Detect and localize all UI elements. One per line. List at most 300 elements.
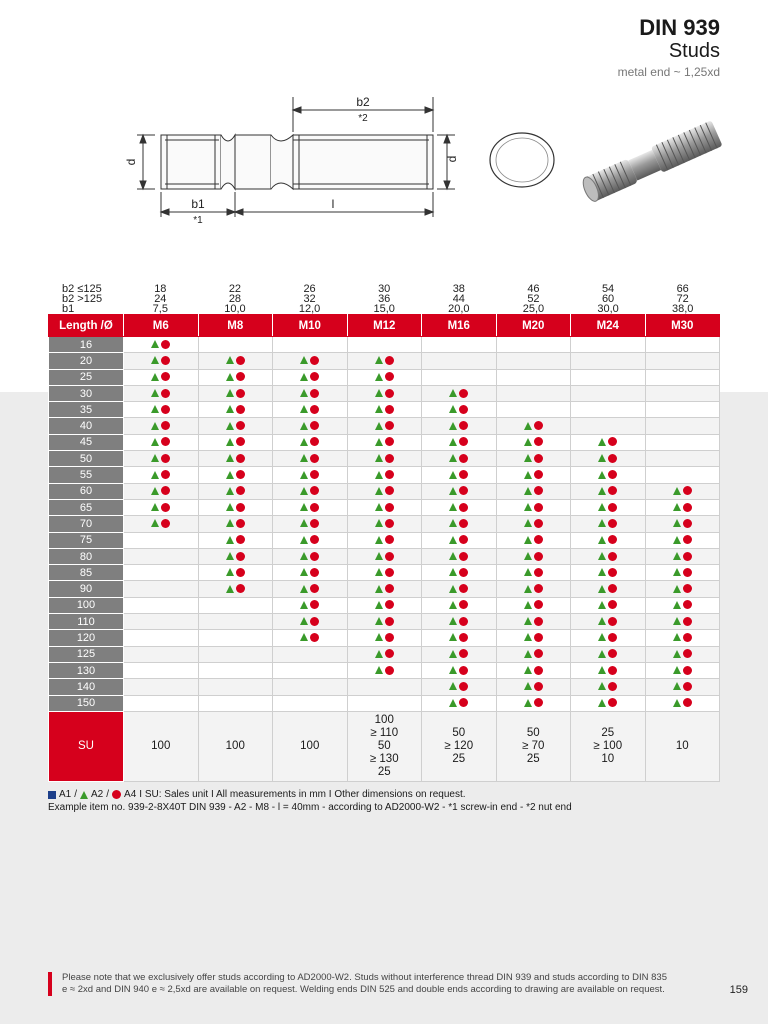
a4-dot-icon	[683, 519, 692, 528]
availability-cell	[422, 385, 497, 401]
d-label-right: d	[445, 155, 459, 163]
table-row	[49, 337, 720, 353]
availability-marker	[524, 501, 543, 513]
a2-triangle-icon	[449, 454, 457, 462]
a2-triangle-icon	[449, 405, 457, 413]
b2-label: b2	[356, 95, 370, 109]
table-row	[49, 418, 720, 434]
a4-dot-icon	[385, 584, 394, 593]
availability-marker	[673, 648, 692, 660]
a2-triangle-icon	[300, 601, 308, 609]
availability-marker	[673, 534, 692, 546]
a4-dot-icon	[385, 356, 394, 365]
availability-cell	[347, 548, 422, 564]
a2-triangle-icon	[449, 601, 457, 609]
availability-marker	[598, 599, 617, 611]
availability-cell	[198, 402, 273, 418]
a2-triangle-icon	[151, 340, 159, 348]
a4-dot-icon	[236, 486, 245, 495]
a4-dot-icon	[385, 454, 394, 463]
length-cell: 35	[49, 402, 124, 418]
a2-triangle-icon	[300, 405, 308, 413]
availability-cell	[571, 353, 646, 369]
availability-cell	[571, 499, 646, 515]
table-row	[49, 614, 720, 630]
size-header: M12	[347, 315, 422, 337]
a2-triangle-icon	[300, 373, 308, 381]
a2-triangle-icon	[673, 699, 681, 707]
availability-cell	[124, 614, 199, 630]
table-row	[49, 581, 720, 597]
availability-cell	[198, 467, 273, 483]
a4-dot-icon	[459, 421, 468, 430]
a4-dot-icon	[459, 600, 468, 609]
a4-dot-icon	[683, 698, 692, 707]
a2-triangle-icon	[449, 617, 457, 625]
a2-triangle-icon	[524, 568, 532, 576]
length-cell: 16	[49, 337, 124, 353]
availability-marker	[524, 664, 543, 676]
availability-marker	[375, 664, 394, 676]
availability-cell	[496, 662, 571, 678]
a4-dot-icon	[385, 405, 394, 414]
a2-triangle-icon	[300, 519, 308, 527]
a2-triangle-icon	[449, 389, 457, 397]
availability-cell	[124, 369, 199, 385]
a2-triangle-icon	[598, 633, 606, 641]
availability-cell	[347, 451, 422, 467]
a4-dot-icon	[459, 486, 468, 495]
a2-triangle-icon	[673, 585, 681, 593]
availability-cell	[645, 434, 720, 450]
su-label: SU	[49, 711, 124, 781]
a2-triangle-icon	[300, 389, 308, 397]
availability-cell	[496, 451, 571, 467]
availability-cell	[571, 385, 646, 401]
availability-cell	[422, 532, 497, 548]
a2-triangle-icon	[598, 650, 606, 658]
table-row	[49, 630, 720, 646]
availability-marker	[300, 631, 319, 643]
a4-dot-icon	[161, 519, 170, 528]
size-header: M24	[571, 315, 646, 337]
availability-marker	[375, 354, 394, 366]
a2-triangle-icon	[524, 454, 532, 462]
availability-cell	[496, 565, 571, 581]
a2-triangle-icon	[449, 552, 457, 560]
table-row	[49, 353, 720, 369]
a2-triangle-icon	[449, 519, 457, 527]
availability-cell	[496, 614, 571, 630]
availability-cell	[273, 565, 348, 581]
size-header: M16	[422, 315, 497, 337]
availability-cell	[571, 548, 646, 564]
availability-cell	[124, 662, 199, 678]
availability-cell	[422, 467, 497, 483]
availability-cell	[571, 614, 646, 630]
legend: A1 / A2 / A4 I SU: Sales unit I All measurements in mm I Other dimensions on request. Example item no. 939-2-8X40T DIN 939 - A2 - M8 - l = 40mm - according to AD2000-W2 - *1 screw-in end - *2 nut end	[48, 788, 720, 814]
a2-triangle-icon	[449, 650, 457, 658]
availability-marker	[300, 403, 319, 415]
dimension-value: 46	[527, 283, 540, 295]
availability-marker	[598, 566, 617, 578]
availability-cell	[571, 597, 646, 613]
availability-marker	[524, 680, 543, 692]
a4-dot-icon	[236, 519, 245, 528]
availability-cell	[422, 662, 497, 678]
a2-triangle-icon	[598, 519, 606, 527]
a4-dot-icon	[236, 568, 245, 577]
availability-cell	[198, 451, 273, 467]
a2-triangle-icon	[449, 536, 457, 544]
availability-cell	[347, 434, 422, 450]
su-value-line: 10	[601, 752, 615, 765]
availability-cell	[496, 434, 571, 450]
a2-triangle-icon	[375, 471, 383, 479]
a2-triangle-icon	[375, 356, 383, 364]
a4-dot-icon	[459, 503, 468, 512]
table-row	[49, 662, 720, 678]
dimension-value: 28	[228, 293, 242, 305]
a4-dot-icon	[608, 503, 617, 512]
a2-triangle-icon	[375, 422, 383, 430]
length-cell: 80	[49, 548, 124, 564]
table-row	[49, 646, 720, 662]
su-value	[273, 711, 348, 781]
su-value-line: 50	[452, 726, 466, 739]
a4-dot-icon	[459, 682, 468, 691]
availability-marker	[300, 354, 319, 366]
availability-cell	[347, 646, 422, 662]
availability-marker	[151, 338, 170, 350]
table-row	[49, 434, 720, 450]
availability-cell	[198, 385, 273, 401]
page-number: 159	[729, 984, 748, 996]
a2-triangle-icon	[673, 617, 681, 625]
length-cell: 85	[49, 565, 124, 581]
a4-dot-icon	[236, 389, 245, 398]
availability-cell	[496, 630, 571, 646]
availability-cell	[422, 581, 497, 597]
availability-marker	[524, 452, 543, 464]
a2-triangle-icon	[300, 471, 308, 479]
availability-cell	[198, 516, 273, 532]
page-subtitle: Studs	[668, 40, 720, 62]
table-row	[49, 499, 720, 515]
su-value	[124, 711, 199, 781]
dimension-value: 44	[452, 293, 465, 305]
a2-triangle-icon	[524, 699, 532, 707]
a4-dot-icon	[310, 519, 319, 528]
a2-triangle-icon	[151, 373, 159, 381]
a4-dot-icon	[608, 649, 617, 658]
availability-cell	[347, 369, 422, 385]
availability-marker	[524, 631, 543, 643]
a4-dot-icon	[459, 437, 468, 446]
a4-dot-icon	[459, 454, 468, 463]
a4-dot-icon	[385, 470, 394, 479]
a2-triangle-icon	[449, 682, 457, 690]
availability-marker	[598, 517, 617, 529]
dimension-label: b1	[62, 303, 75, 315]
dimension-value: 60	[601, 293, 615, 305]
availability-marker	[151, 420, 170, 432]
availability-cell	[496, 532, 571, 548]
dimension-value: 38,0	[671, 303, 694, 315]
a2-triangle-icon	[375, 552, 383, 560]
a4-dot-icon	[608, 682, 617, 691]
availability-cell	[198, 646, 273, 662]
availability-cell	[124, 581, 199, 597]
availability-marker	[300, 420, 319, 432]
availability-cell	[422, 353, 497, 369]
a2-triangle-icon	[375, 503, 383, 511]
a2-triangle-icon	[375, 633, 383, 641]
a4-dot-icon	[310, 454, 319, 463]
availability-marker	[300, 436, 319, 448]
a4-dot-icon	[683, 649, 692, 658]
a2-triangle-icon	[226, 438, 234, 446]
availability-marker	[449, 664, 468, 676]
dimension-value: 24	[154, 293, 167, 305]
availability-cell	[645, 548, 720, 564]
availability-cell	[124, 597, 199, 613]
a2-triangle-icon	[375, 536, 383, 544]
availability-marker	[375, 631, 394, 643]
length-availability-table	[48, 314, 720, 782]
table-row	[49, 597, 720, 613]
availability-cell	[571, 565, 646, 581]
availability-marker	[673, 501, 692, 513]
availability-cell	[645, 516, 720, 532]
availability-cell	[347, 679, 422, 695]
availability-cell	[273, 337, 348, 353]
availability-marker	[524, 566, 543, 578]
a2-triangle-icon	[524, 422, 532, 430]
a2-triangle-icon	[524, 585, 532, 593]
availability-cell	[571, 451, 646, 467]
availability-marker	[673, 697, 692, 709]
a4-dot-icon	[310, 535, 319, 544]
availability-marker	[300, 615, 319, 627]
availability-marker	[375, 452, 394, 464]
a4-dot-icon	[608, 698, 617, 707]
availability-cell	[198, 695, 273, 711]
a4-dot-icon	[310, 633, 319, 642]
dimension-value: 18	[154, 283, 167, 295]
availability-cell	[347, 483, 422, 499]
availability-cell	[198, 581, 273, 597]
a4-dot-icon	[161, 405, 170, 414]
availability-marker	[673, 631, 692, 643]
availability-marker	[151, 403, 170, 415]
a4-dot-icon	[385, 666, 394, 675]
availability-marker	[449, 648, 468, 660]
availability-marker	[524, 485, 543, 497]
availability-cell	[347, 565, 422, 581]
availability-cell	[645, 467, 720, 483]
dimension-value: 30,0	[597, 303, 619, 315]
availability-marker	[151, 436, 170, 448]
availability-marker	[375, 387, 394, 399]
a2-triangle-icon	[598, 487, 606, 495]
a4-dot-icon	[608, 519, 617, 528]
a4-dot-icon	[534, 470, 543, 479]
dimension-value: 52	[527, 293, 540, 305]
a4-dot-icon	[534, 535, 543, 544]
availability-cell	[571, 369, 646, 385]
a2-triangle-icon	[598, 699, 606, 707]
availability-cell	[645, 695, 720, 711]
availability-cell	[645, 369, 720, 385]
su-value-line: 50	[526, 726, 540, 739]
a4-dot-icon	[236, 372, 245, 381]
a4-dot-icon	[310, 503, 319, 512]
availability-cell	[124, 679, 199, 695]
size-header: M30	[645, 315, 720, 337]
availability-marker	[598, 631, 617, 643]
availability-marker	[449, 469, 468, 481]
a2-triangle-icon	[673, 666, 681, 674]
table-header-row	[49, 315, 720, 337]
a2-triangle-icon	[300, 454, 308, 462]
availability-cell	[273, 630, 348, 646]
a4-dot-icon	[683, 503, 692, 512]
availability-marker	[449, 452, 468, 464]
availability-cell	[347, 581, 422, 597]
a4-dot-icon	[385, 600, 394, 609]
a2-triangle-icon	[673, 487, 681, 495]
a2-triangle-icon	[598, 666, 606, 674]
availability-marker	[300, 501, 319, 513]
a4-dot-icon	[608, 535, 617, 544]
a4-dot-icon	[683, 568, 692, 577]
availability-marker	[449, 697, 468, 709]
a2-triangle-icon	[226, 487, 234, 495]
availability-cell	[198, 418, 273, 434]
corner-label: Length /Ø	[49, 315, 124, 337]
a4-dot-icon	[310, 584, 319, 593]
a4-dot-icon	[683, 682, 692, 691]
table-row	[49, 565, 720, 581]
availability-marker	[300, 452, 319, 464]
dimension-value: 30	[378, 283, 391, 295]
availability-marker	[226, 469, 245, 481]
availability-cell	[496, 385, 571, 401]
table-row	[49, 483, 720, 499]
a2-triangle-icon	[673, 552, 681, 560]
a2-triangle-icon	[226, 568, 234, 576]
a2-triangle-icon	[151, 405, 159, 413]
a2-triangle-icon	[300, 552, 308, 560]
a2-triangle-icon	[449, 585, 457, 593]
availability-cell	[422, 337, 497, 353]
size-header: M8	[198, 315, 273, 337]
a4-dot-icon	[385, 552, 394, 561]
availability-marker	[449, 501, 468, 513]
availability-marker	[449, 566, 468, 578]
availability-marker	[673, 550, 692, 562]
a4-dot-icon	[459, 633, 468, 642]
a2-triangle-icon	[375, 568, 383, 576]
availability-cell	[347, 662, 422, 678]
availability-cell	[496, 646, 571, 662]
a4-dot-icon	[112, 790, 121, 799]
availability-cell	[496, 418, 571, 434]
a4-dot-icon	[310, 470, 319, 479]
table-row	[49, 451, 720, 467]
a2-triangle-icon	[673, 682, 681, 690]
availability-cell	[198, 337, 273, 353]
a4-dot-icon	[534, 486, 543, 495]
a2-triangle-icon	[375, 601, 383, 609]
availability-cell	[496, 516, 571, 532]
a4-dot-icon	[385, 437, 394, 446]
su-value-line: ≥ 120	[444, 739, 474, 752]
availability-cell	[422, 402, 497, 418]
a4-dot-icon	[534, 437, 543, 446]
availability-cell	[273, 646, 348, 662]
availability-marker	[300, 566, 319, 578]
a4-dot-icon	[534, 666, 543, 675]
dimension-value: 72	[676, 293, 689, 305]
a2-triangle-icon	[673, 536, 681, 544]
availability-cell	[645, 402, 720, 418]
a4-dot-icon	[534, 584, 543, 593]
length-cell: 55	[49, 467, 124, 483]
availability-cell	[124, 565, 199, 581]
a2-triangle-icon	[524, 666, 532, 674]
availability-cell	[571, 434, 646, 450]
availability-marker	[449, 403, 468, 415]
availability-cell	[273, 467, 348, 483]
a4-dot-icon	[236, 535, 245, 544]
a2-triangle-icon	[375, 454, 383, 462]
availability-marker	[524, 517, 543, 529]
availability-marker	[375, 517, 394, 529]
dimension-value: 15,0	[373, 303, 395, 315]
availability-cell	[496, 402, 571, 418]
page-header	[618, 16, 720, 80]
a2-triangle-icon	[226, 422, 234, 430]
availability-cell	[422, 516, 497, 532]
a4-dot-icon	[459, 389, 468, 398]
a2-triangle-icon	[598, 471, 606, 479]
availability-cell	[124, 516, 199, 532]
length-cell: 30	[49, 385, 124, 401]
a4-dot-icon	[608, 666, 617, 675]
stud-photo	[574, 114, 724, 206]
availability-marker	[375, 583, 394, 595]
su-value	[422, 711, 497, 781]
availability-cell	[124, 402, 199, 418]
a4-dot-icon	[161, 503, 170, 512]
availability-marker	[598, 680, 617, 692]
availability-cell	[645, 614, 720, 630]
su-value-line: 10	[675, 739, 689, 752]
availability-marker	[300, 583, 319, 595]
availability-cell	[124, 385, 199, 401]
availability-marker	[524, 599, 543, 611]
availability-cell	[571, 532, 646, 548]
length-cell: 150	[49, 695, 124, 711]
availability-cell	[124, 483, 199, 499]
a2-triangle-icon	[300, 487, 308, 495]
a4-dot-icon	[236, 470, 245, 479]
availability-cell	[198, 532, 273, 548]
a4-dot-icon	[385, 421, 394, 430]
availability-marker	[300, 599, 319, 611]
